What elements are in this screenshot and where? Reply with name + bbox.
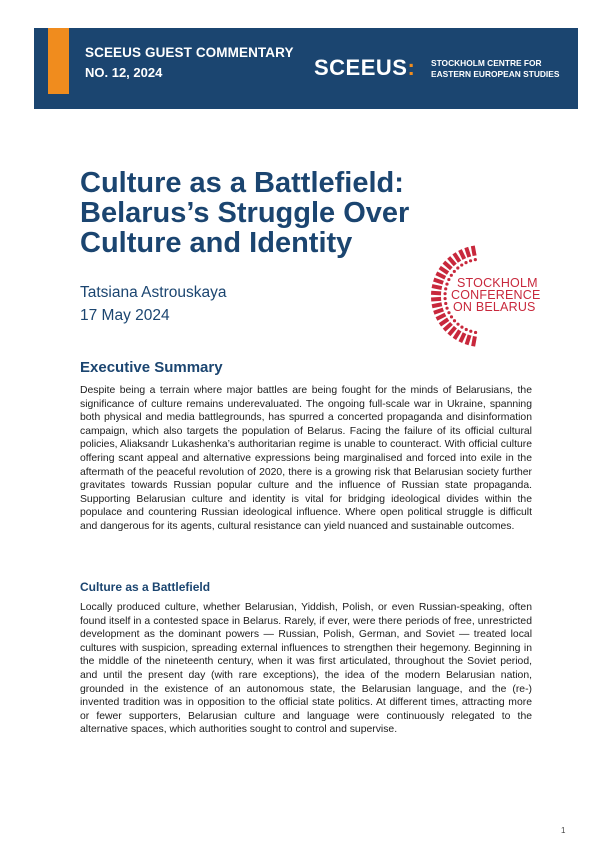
- ornament-dot: [444, 287, 447, 290]
- badge-line: STOCKHOLM: [457, 276, 538, 290]
- logo-subtitle-line-1: STOCKHOLM CENTRE FOR: [431, 58, 542, 68]
- ornament-dot: [469, 259, 472, 262]
- ornament-dot: [464, 261, 467, 264]
- series-label: SCEEUS GUEST COMMENTARY: [85, 45, 294, 60]
- ornament-dot: [453, 270, 456, 273]
- ornament-dot: [443, 292, 446, 295]
- issue-number: NO. 12, 2024: [85, 65, 163, 80]
- ornament-mark: [431, 291, 441, 296]
- ornament-dot: [460, 326, 463, 329]
- ornament-dot: [453, 319, 456, 322]
- section-text: Locally produced culture, whether Belarusian, Yiddish, Polish, or even Russian-speaking, often found itself in a contested space in Belarus. Rarely, if ever, were there periods of free, unrestricted development as the dominant powers — Russian, Polish, German, and Soviet — treated local cultures with suspicion, spreading external influences to strengthen their hegemony. Beginning in the middle of the nineteenth century, when it was first articulated, throughout the Soviet period, and until the present day (with rare exceptions), the idea of the modern Belarusian nation, grounded in the existence of an autonomous state, the Belarusian language, and the (re-) invented tradition was in opposition to the official state politics. At different times, attracting more or fewer supporters, Belarusian culture and language were continuously relegated to the alternative spaces, which authorities sought to control and supervise.: [80, 602, 532, 736]
- badge-line: CONFERENCE: [451, 288, 541, 302]
- ornament-dot: [469, 330, 472, 333]
- section-heading: Culture as a Battlefield: [80, 580, 211, 594]
- ornament-dot: [447, 278, 450, 281]
- ornament-mark: [433, 278, 444, 285]
- ornament-mark: [432, 284, 443, 290]
- ornament-dot: [460, 263, 463, 266]
- ornament-dot: [465, 328, 468, 331]
- ornament-dot: [456, 323, 459, 326]
- ornament-mark: [433, 308, 444, 315]
- author-name: Tatsiana Astrouskaya: [80, 284, 227, 301]
- title-line: Culture and Identity: [80, 227, 353, 259]
- ornament-mark: [465, 334, 472, 345]
- title-line: Belarus’s Struggle Over: [80, 197, 410, 229]
- ornament-dot: [456, 266, 459, 269]
- ornament-dot: [450, 315, 453, 318]
- sceeus-logo: [314, 55, 564, 87]
- logo-wordmark: SCEEUS:: [314, 55, 416, 80]
- badge-line: ON BELARUS: [453, 300, 536, 314]
- title-line: Culture as a Battlefield:: [80, 167, 404, 199]
- executive-summary-heading: Executive Summary: [80, 359, 223, 376]
- ornament-dot: [474, 331, 477, 334]
- ornament-dot: [443, 297, 446, 300]
- ornament-mark: [431, 297, 441, 302]
- ornament-dot: [474, 258, 477, 261]
- ornament-mark: [464, 247, 471, 258]
- page-number: 1: [561, 826, 566, 835]
- ornament-mark: [471, 245, 477, 256]
- ornament-dot: [445, 307, 448, 310]
- accent-bar: [48, 28, 69, 94]
- executive-summary-text: Despite being a terrain where major battles are being fought for the minds of Belarusians, the significance of culture remains underevaluated. The ongoing full-scale war in Ukraine, spanning both physical and media battlegrounds, has spurred a concerted propaganda and disinformation campaign, which also targets the population of Belarus. Facing the failure of its official cultural policies, Aliaksandr Lukashenka’s authoritarian regime is unable to counteract. With official culture offering scant appeal and alternative expressions being marginalised and forced into exile in the aftermath of the peaceful revolution of 2020, there is a growing risk that Belarusian society further gravitates towards Russian popular culture and the influence of Russian state propaganda. Supporting Belarusian culture and identity is vital for bridging ideological divides within the populace and countering Russian ideological influence. Where open political struggle is difficult and dangerous for its agents, cultural resistance can yield nuanced and sustainable outcomes.: [80, 385, 532, 532]
- logo-subtitle-line-2: EASTERN EUROPEAN STUDIES: [431, 69, 560, 79]
- ornament-dot: [444, 302, 447, 305]
- publication-date: 17 May 2024: [80, 307, 170, 324]
- ornament-dot: [445, 282, 448, 285]
- ornament-mark: [432, 302, 443, 308]
- conference-badge: [451, 277, 541, 313]
- ornament-mark: [471, 336, 477, 347]
